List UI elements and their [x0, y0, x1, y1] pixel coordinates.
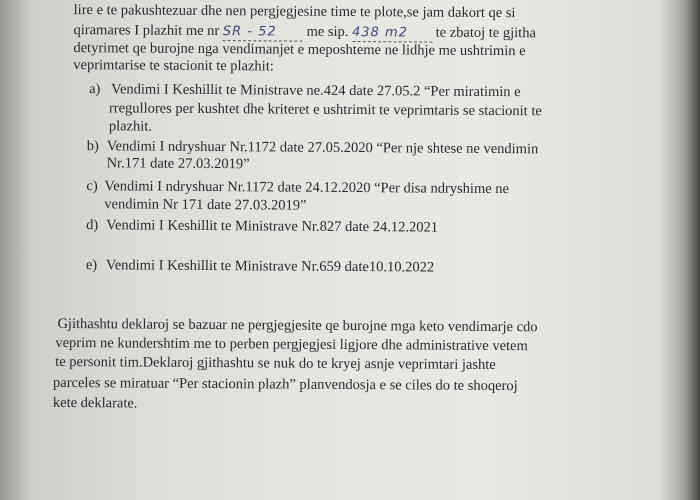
item-b-line-2: Nr.171 date 27.03.2019”: [106, 155, 250, 173]
intro-line-2-end: te zbatoj te gjitha: [435, 24, 536, 42]
area-handwriting: 438 m2: [351, 25, 408, 41]
intro-line-2-middle: me sip.: [306, 23, 349, 40]
item-a-line-3: plazhit.: [108, 118, 153, 135]
intro-line-2-start: qiramares I plazhit me nr: [73, 22, 220, 40]
item-a-line-1: Vendimi I Keshillit te Ministrave ne.424 date 27.05.2 “Per miratimin e: [111, 81, 521, 101]
right-shadow: [660, 0, 700, 500]
item-a-marker: a): [89, 81, 101, 98]
intro-line-1: lire e te pakushtezuar dhe nen pergjegjesine time te plote,se jam dakort qe si: [73, 2, 516, 22]
area-field: [352, 24, 432, 43]
closing-line-1: Gjithashtu deklaroj se bazuar ne pergjegjesite qe burojne mga keto vendimarje cdo: [57, 315, 538, 336]
intro-line-3: detyrimet qe burojne nga vendimanjet e meposhteme ne lidhje me ushtrimin e: [73, 40, 526, 60]
item-a-line-2: rregullores per kushtet dhe kriteret e ushtrimit te veprimtaris se stacionit te: [108, 100, 542, 120]
intro-line-4: veprimtarise te stacionit te plazhit:: [73, 57, 274, 75]
closing-line-4: parceles se miratuar “Per stacionin plazh” planvendosja e se ciles do te shoqeroj: [53, 374, 518, 395]
closing-line-5: kete deklarate.: [52, 394, 138, 412]
item-d-marker: d): [86, 217, 99, 234]
closing-line-2: veprim ne kundershtim me to perben pergjegjesi ligjore dhe administrative vetem: [55, 334, 528, 355]
item-b-marker: b): [86, 138, 99, 155]
item-e-line-1: Vendimi I Keshillit te Ministrave Nr.659 date10.10.2022: [105, 257, 435, 276]
item-c-line-2: vendimin Nr 171 date 27.03.2019”: [104, 196, 307, 214]
item-c-marker: c): [86, 178, 98, 195]
item-e-marker: e): [85, 257, 98, 274]
closing-line-3: te personit tim.Deklaroj gjithashtu se nuk do te kryej asnje veprimtari jashte: [55, 353, 496, 374]
plaza-number-field: [223, 23, 303, 42]
item-d-line-1: Vendimi I Keshillit te Ministrave Nr.827 date 24.12.2021: [106, 217, 439, 236]
item-c-line-1: Vendimi I ndryshuar Nr.1172 date 24.12.2020 “Per disa ndryshime ne: [104, 178, 510, 198]
item-b-line-1: Vendimi I ndryshuar Nr.1172 date 27.05.2020 “Per nje shtese ne vendimin: [106, 138, 539, 158]
plaza-number-handwriting: SR - 52: [222, 24, 277, 40]
